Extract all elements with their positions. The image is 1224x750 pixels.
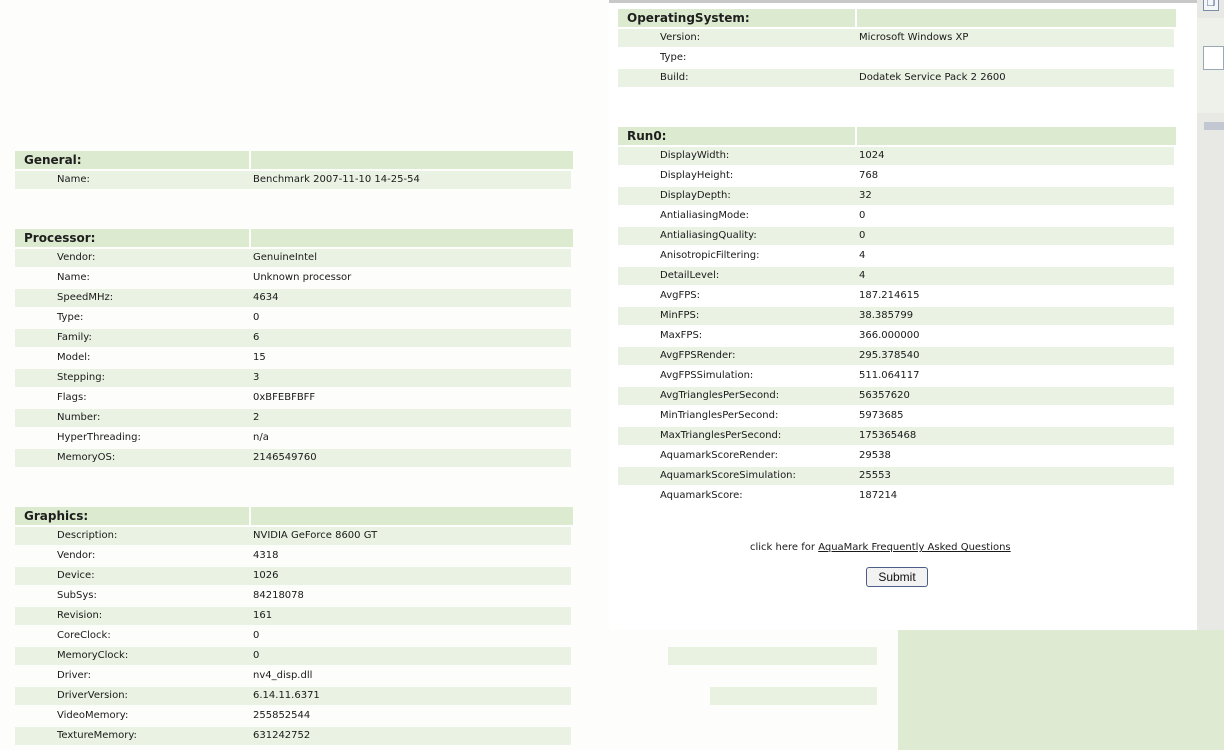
row-value: 768 — [859, 170, 879, 181]
row-label: MaxTrianglesPerSecond: — [660, 430, 782, 441]
background-stripe — [710, 687, 877, 705]
general-section — [15, 151, 573, 189]
table-row — [618, 187, 1174, 205]
row-label: MemoryClock: — [57, 650, 129, 661]
table-row — [15, 607, 571, 625]
row-label: DisplayHeight: — [660, 170, 734, 181]
table-row — [15, 547, 571, 565]
section-header — [618, 127, 1176, 145]
section-header — [618, 9, 1176, 27]
section-title: Run0: — [618, 127, 855, 145]
row-label: DriverVersion: — [57, 690, 128, 701]
row-label: Flags: — [57, 392, 87, 403]
row-label: Family: — [57, 332, 92, 343]
row-label: AquamarkScoreRender: — [660, 450, 779, 461]
row-value: 6 — [253, 332, 260, 343]
row-value: 15 — [253, 352, 266, 363]
run0-section — [618, 127, 1176, 505]
row-value: 1024 — [859, 150, 885, 161]
table-row — [618, 227, 1174, 245]
row-value: 0xBFEBFBFF — [253, 392, 316, 403]
table-row — [15, 289, 571, 307]
row-label: Revision: — [57, 610, 103, 621]
row-label: Device: — [57, 570, 95, 581]
section-header — [15, 507, 573, 525]
table-row — [618, 427, 1174, 445]
row-label: Vendor: — [57, 252, 96, 263]
table-row — [618, 407, 1174, 425]
row-value: 0 — [859, 230, 866, 241]
table-row — [618, 287, 1174, 305]
table-row — [15, 369, 571, 387]
section-header — [15, 229, 573, 247]
row-label: DisplayWidth: — [660, 150, 730, 161]
row-label: MaxFPS: — [660, 330, 703, 341]
table-row — [618, 347, 1174, 365]
table-row — [618, 69, 1174, 87]
submit-button[interactable]: Submit — [866, 567, 928, 587]
row-label: AntialiasingQuality: — [660, 230, 757, 241]
row-label: SubSys: — [57, 590, 97, 601]
row-label: AquamarkScore: — [660, 490, 743, 501]
row-label: VideoMemory: — [57, 710, 129, 721]
row-value: 5973685 — [859, 410, 904, 421]
table-row — [15, 667, 571, 685]
row-label: MemoryOS: — [57, 452, 116, 463]
row-value: 32 — [859, 190, 872, 201]
row-value: 4634 — [253, 292, 279, 303]
table-row — [618, 487, 1174, 505]
row-label: AvgFPS: — [660, 290, 701, 301]
section-title: General: — [15, 151, 249, 169]
table-row — [618, 327, 1174, 345]
row-value — [857, 49, 1174, 67]
scrollbar-thumb[interactable] — [1204, 122, 1224, 130]
row-label: Number: — [57, 412, 101, 423]
table-row — [618, 49, 1174, 67]
side-window-edge — [1197, 0, 1224, 630]
restore-icon[interactable]: ❐ — [1203, 0, 1219, 11]
table-row — [15, 707, 571, 725]
row-label: Description: — [57, 530, 118, 541]
row-label: Name: — [57, 174, 90, 185]
table-row — [15, 587, 571, 605]
row-value: 511.064117 — [859, 370, 920, 381]
row-value: 631242752 — [253, 730, 311, 741]
row-value: 0 — [859, 210, 866, 221]
table-row — [618, 147, 1174, 165]
table-row — [618, 307, 1174, 325]
table-row — [15, 269, 571, 287]
row-value: 29538 — [859, 450, 891, 461]
section-title: OperatingSystem: — [618, 9, 855, 27]
row-label: MinTrianglesPerSecond: — [660, 410, 779, 421]
table-row — [15, 171, 571, 189]
row-label: MinFPS: — [660, 310, 700, 321]
row-value: 3 — [253, 372, 260, 383]
row-value: 255852544 — [253, 710, 311, 721]
faq-prefix: click here for — [750, 542, 815, 553]
row-value: 0 — [253, 650, 260, 661]
row-label: DisplayDepth: — [660, 190, 731, 201]
row-label: AvgTrianglesPerSecond: — [660, 390, 780, 401]
table-row — [618, 167, 1174, 185]
row-value: nv4_disp.dll — [253, 670, 313, 681]
table-row — [15, 687, 571, 705]
table-row — [618, 247, 1174, 265]
row-label: Stepping: — [57, 372, 105, 383]
row-label: Name: — [57, 272, 90, 283]
row-value: 295.378540 — [859, 350, 920, 361]
row-label: CoreClock: — [57, 630, 111, 641]
row-label: AquamarkScoreSimulation: — [660, 470, 796, 481]
row-value: 4 — [859, 250, 866, 261]
row-value: 161 — [253, 610, 273, 621]
row-value: 175365468 — [859, 430, 917, 441]
row-value: 38.385799 — [859, 310, 914, 321]
graphics-section — [15, 507, 573, 745]
table-row — [15, 329, 571, 347]
row-value: NVIDIA GeForce 8600 GT — [253, 530, 378, 541]
row-value: n/a — [253, 432, 269, 443]
row-value: Dodatek Service Pack 2 2600 — [859, 72, 1006, 83]
table-row — [618, 387, 1174, 405]
table-row — [618, 207, 1174, 225]
table-row — [618, 467, 1174, 485]
row-label: DetailLevel: — [660, 270, 720, 281]
row-value: 187.214615 — [859, 290, 920, 301]
row-value: Microsoft Windows XP — [859, 32, 969, 43]
table-row — [15, 389, 571, 407]
row-value: 2146549760 — [253, 452, 317, 463]
row-label: Model: — [57, 352, 91, 363]
row-label: Build: — [660, 72, 689, 83]
row-value: 84218078 — [253, 590, 304, 601]
section-header — [15, 151, 573, 169]
row-value: 187214 — [859, 490, 898, 501]
row-label: TextureMemory: — [57, 730, 137, 741]
row-label: Type: — [660, 52, 687, 63]
row-label: AntialiasingMode: — [660, 210, 749, 221]
row-value: GenuineIntel — [253, 252, 317, 263]
row-value: 56357620 — [859, 390, 910, 401]
row-label: Type: — [57, 312, 84, 323]
row-value: 0 — [253, 312, 260, 323]
row-label: SpeedMHz: — [57, 292, 114, 303]
text-field-stub[interactable] — [1203, 46, 1224, 70]
table-row — [618, 447, 1174, 465]
table-row — [15, 309, 571, 327]
table-row — [15, 449, 571, 467]
row-value: 2 — [253, 412, 260, 423]
row-value: 0 — [253, 630, 260, 641]
table-row — [15, 727, 571, 745]
row-value: 366.000000 — [859, 330, 920, 341]
table-row — [15, 647, 571, 665]
row-label: HyperThreading: — [57, 432, 141, 443]
row-label: Driver: — [57, 670, 91, 681]
row-value: 1026 — [253, 570, 279, 581]
row-value: 4 — [859, 270, 866, 281]
row-label: Vendor: — [57, 550, 96, 561]
table-row — [15, 567, 571, 585]
row-value: 4318 — [253, 550, 279, 561]
row-value: Benchmark 2007-11-10 14-25-54 — [253, 174, 420, 185]
table-row — [15, 429, 571, 447]
row-value: 25553 — [859, 470, 891, 481]
row-label: AvgFPSRender: — [660, 350, 736, 361]
faq-link[interactable]: AquaMark Frequently Asked Questions — [818, 542, 1011, 553]
table-row — [15, 249, 571, 267]
table-row — [15, 349, 571, 367]
table-row — [15, 409, 571, 427]
table-row — [618, 29, 1174, 47]
row-label: AnisotropicFiltering: — [660, 250, 760, 261]
background-panel — [898, 630, 1224, 750]
processor-section — [15, 229, 573, 467]
row-value: 6.14.11.6371 — [253, 690, 320, 701]
background-stripe — [668, 647, 877, 665]
operating-system-section — [618, 9, 1176, 87]
row-value: Unknown processor — [253, 272, 352, 283]
row-label: Version: — [660, 32, 701, 43]
section-title: Processor: — [15, 229, 249, 247]
faq-line — [750, 542, 1011, 553]
table-row — [618, 267, 1174, 285]
row-label: AvgFPSSimulation: — [660, 370, 754, 381]
section-title: Graphics: — [15, 507, 249, 525]
table-row — [618, 367, 1174, 385]
table-row — [15, 527, 571, 545]
table-row — [15, 627, 571, 645]
